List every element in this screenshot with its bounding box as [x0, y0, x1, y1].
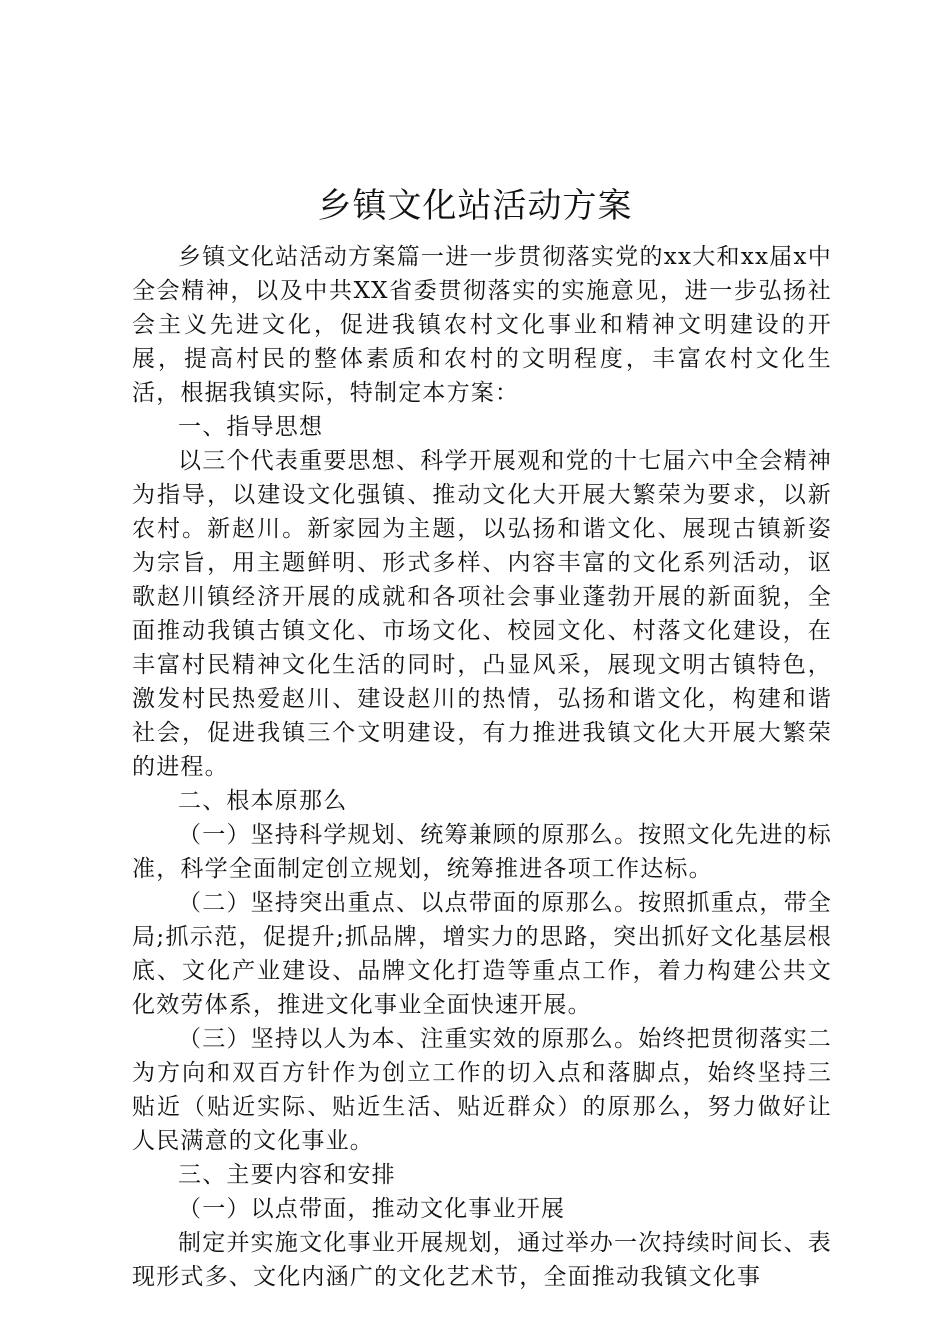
- heading-basic-principles: 二、根本原那么: [178, 788, 348, 814]
- paragraph-principle-1: （一）坚持科学规划、统筹兼顾的原那么。按照文化先进的标准，科学全面制定创立规划，统筹推进各项工作达标。: [132, 822, 832, 882]
- paragraph-content-1: 制定并实施文化事业开展规划，通过举办一次持续时间长、表现形式多、文化内涵广的文化艺术节，全面推动我镇文化事: [132, 1230, 832, 1290]
- subheading-content-1: （一）以点带面，推动文化事业开展: [178, 1196, 566, 1222]
- paragraph-intro: 乡镇文化站活动方案篇一进一步贯彻落实党的xx大和xx届x中全会精神，以及中共XX省委贯彻落实的实施意见，进一步弘扬社会主义先进文化，促进我镇农村文化事业和精神文明建设的开展，提高村民的整体素质和农村的文明程度，丰富农村文化生活，根据我镇实际，特制定本方案：: [132, 244, 832, 406]
- paragraph-guiding-ideology: 以三个代表重要思想、科学开展观和党的十七届六中全会精神为指导，以建设文化强镇、推动文化大开展大繁荣为要求，以新农村。新赵川。新家园为主题，以弘扬和谐文化、展现古镇新姿为宗旨，用主题鲜明、形式多样、内容丰富的文化系列活动，讴歌赵川镇经济开展的成就和各项社会事业蓬勃开展的新面貌，全面推动我镇古镇文化、市场文化、校园文化、村落文化建设，在丰富村民精神文化生活的同时，凸显风采，展现文明古镇特色，激发村民热爱赵川、建设赵川的热情，弘扬和谐文化，构建和谐社会，促进我镇三个文明建设，有力推进我镇文化大开展大繁荣的进程。: [132, 448, 832, 780]
- heading-main-content: 三、主要内容和安排: [178, 1162, 396, 1188]
- document-title: 乡镇文化站活动方案: [317, 186, 633, 226]
- document-body: [132, 240, 832, 1294]
- heading-guiding-ideology: 一、指导思想: [178, 414, 324, 440]
- paragraph-principle-3: （三）坚持以人为本、注重实效的原那么。始终把贯彻落实二为方向和双百方针作为创立工作的切入点和落脚点，始终坚持三贴近（贴近实际、贴近生活、贴近群众）的原那么，努力做好让人民满意的文化事业。: [132, 1026, 832, 1154]
- paragraph-principle-2: （二）坚持突出重点、以点带面的原那么。按照抓重点，带全局;抓示范，促提升;抓品牌，增实力的思路，突出抓好文化基层根底、文化产业建设、品牌文化打造等重点工作，着力构建公共文化效劳体系，推进文化事业全面快速开展。: [132, 890, 832, 1018]
